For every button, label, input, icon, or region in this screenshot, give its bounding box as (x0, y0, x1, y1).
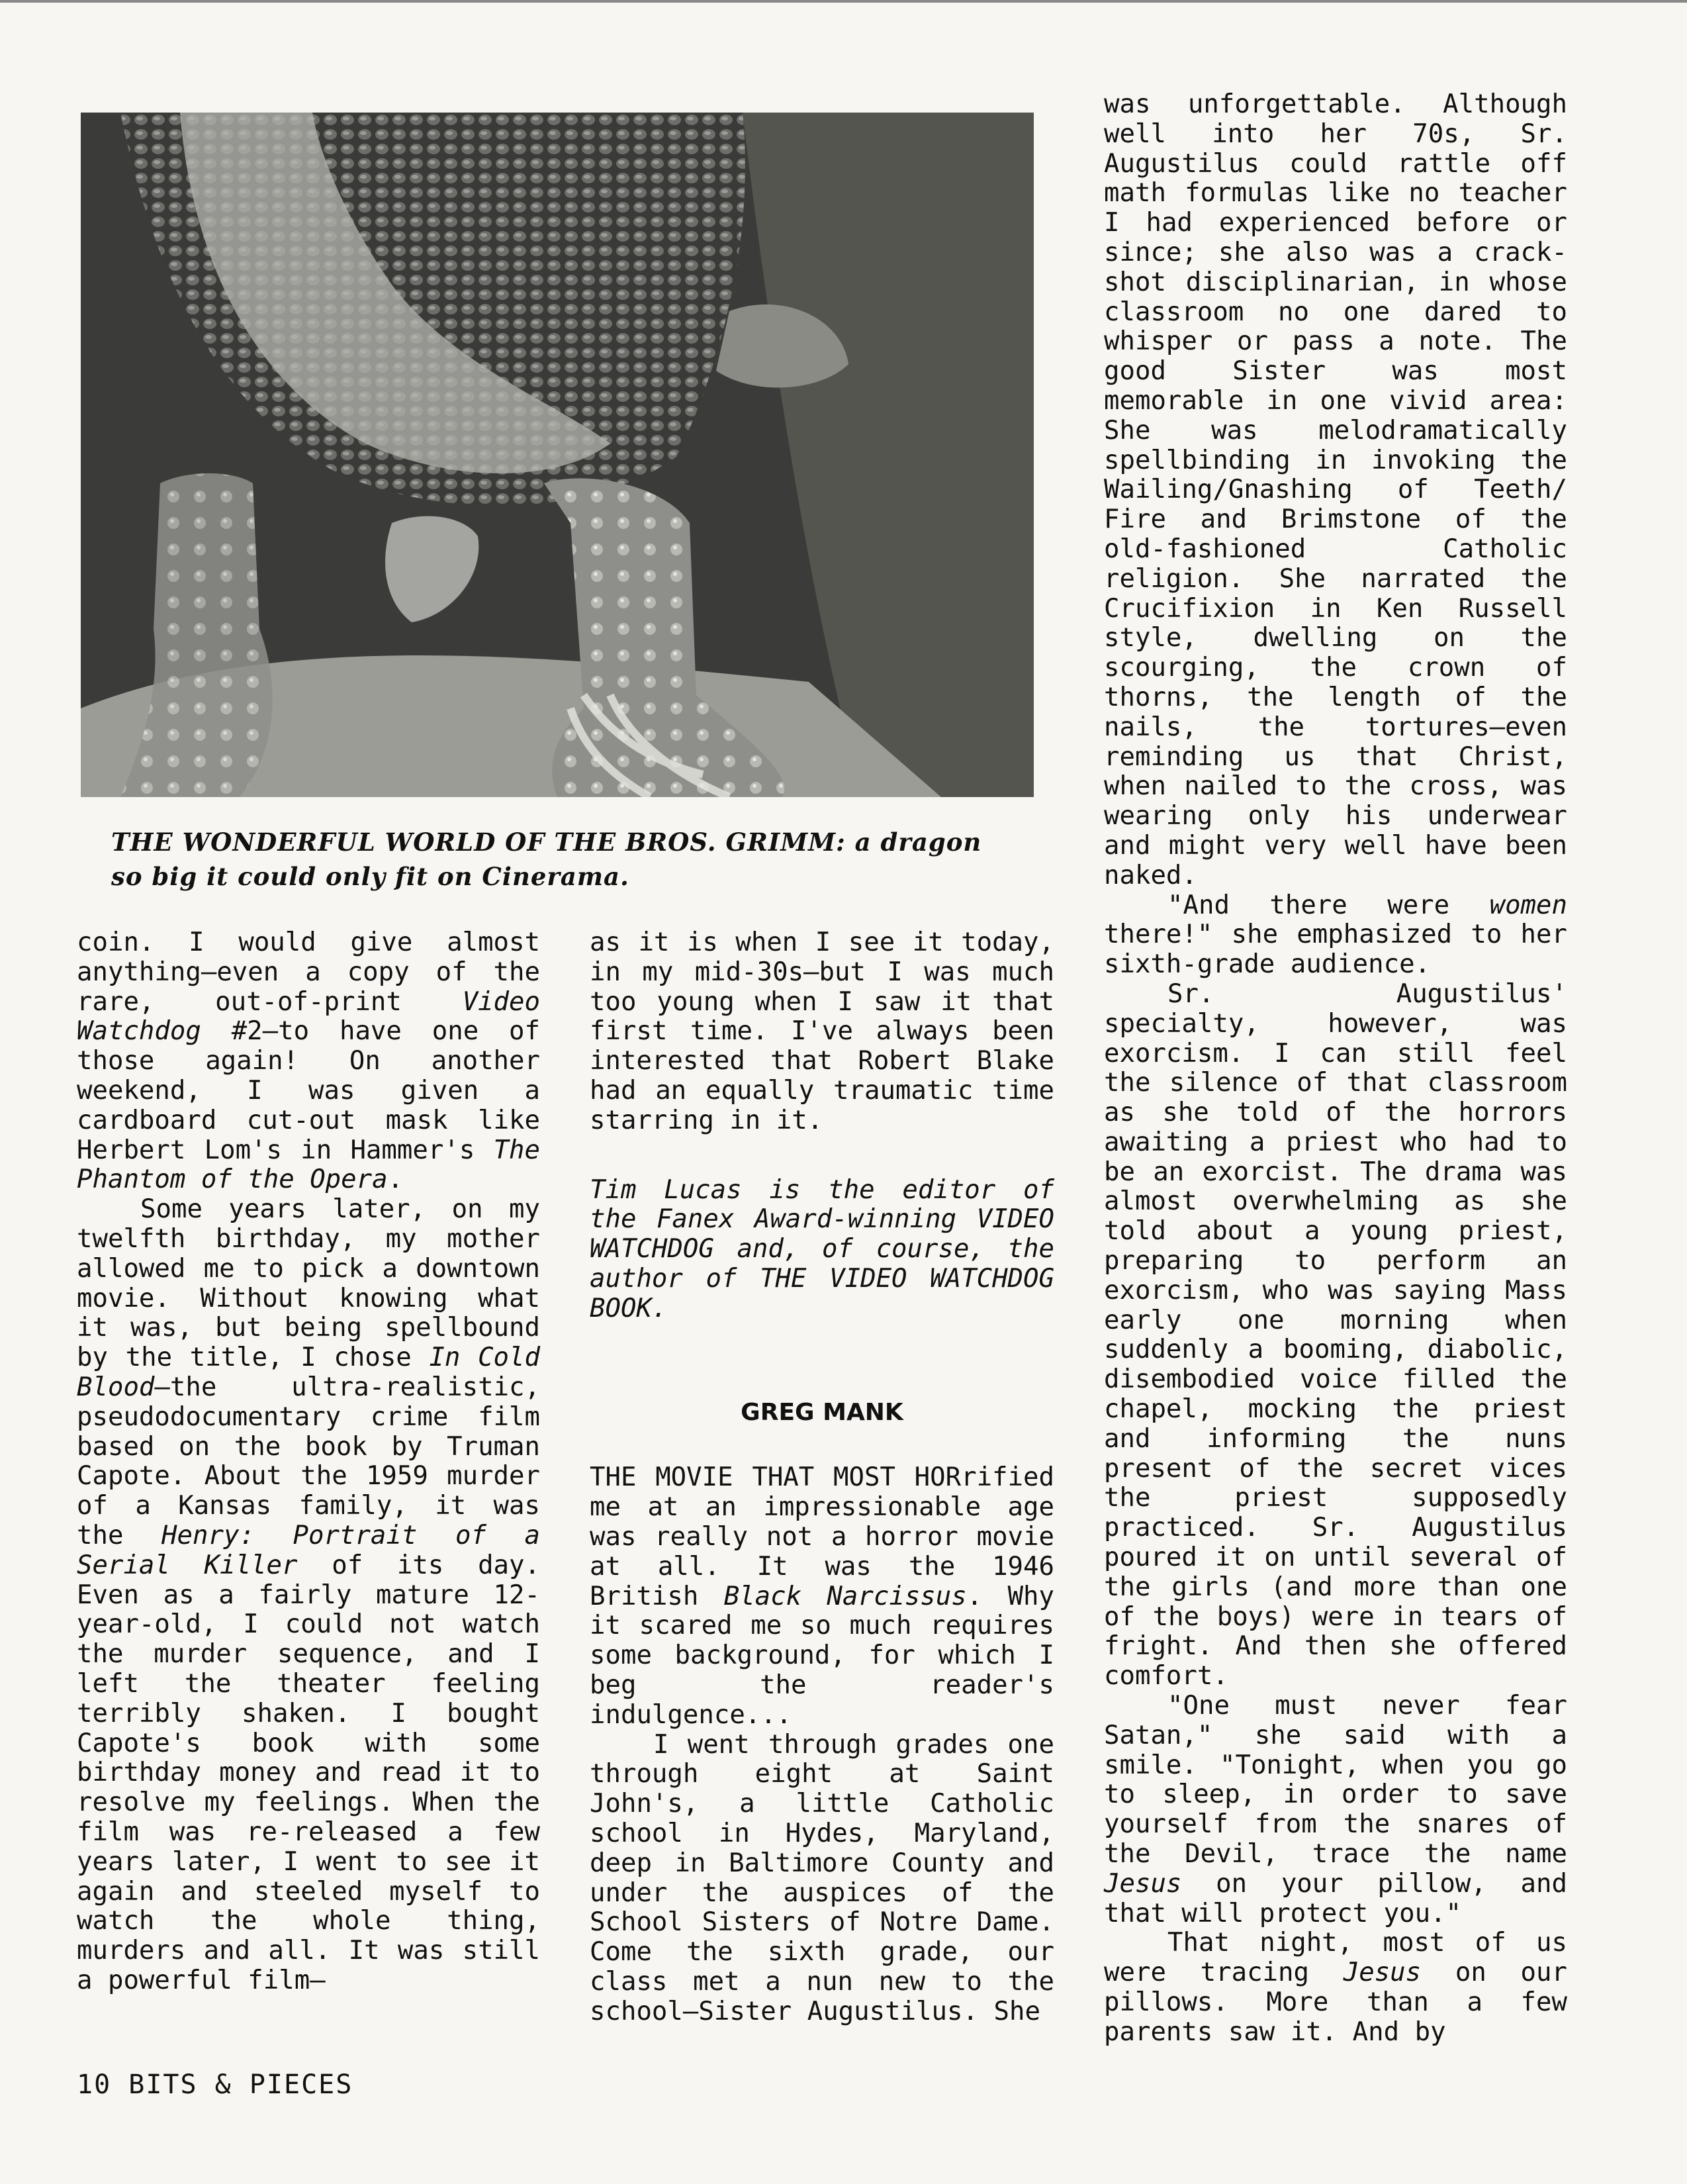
column-3 (1104, 90, 1567, 2048)
paragraph: Sr. Augustilus' specialty, however, was exorcism. I can still feel the silence of that classroom as she told of the horrors awaiting a priest who had to be an exorcist. The drama was almost overwhelming as she told about a young priest, preparing to perform an exorcism, who was saying Mass early one morning when suddenly a booming, diabolic, disembodied voice filled the chapel, mocking the priest and informing the nuns present of the secret vices the priest supposedly practiced. Sr. Augustilus poured it on until several of the girls (and more than one of the boys) were in tears of fright. And then she offered comfort. (1104, 978, 1567, 1691)
author-bio: Tim Lucas is the editor of the Fanex Award-winning VIDEO WATCHDOG and, of course, the author of THE VIDEO WATCHDOG BOOK. (590, 1174, 1054, 1323)
caption-line-1: THE WONDERFUL WORLD OF THE BROS. GRIMM: a dragon (111, 828, 982, 857)
dragon-photo (81, 113, 1034, 797)
dragon-photo-illustration (81, 113, 1034, 797)
author-heading: GREG MANK (741, 1398, 903, 1426)
column-1 (77, 928, 540, 1996)
paragraph: I went through grades one through eight at Saint John's, a little Catholic school in Hydes, Maryland, deep in Baltimore County and under the auspices of the School Sisters of Notre Dame. Come the sixth grade, our class met a nun new to the school—Sister Augustilus. She (590, 1729, 1054, 2026)
caption-line-2: so big it could only fit on Cinerama. (111, 862, 629, 891)
paragraph: Some years later, on my twelfth birthday, my mother allowed me to pick a downtown movie. Without knowing what it was, but being spellbound by the title, I chose In Cold Blood—the ultra-realistic, pseudodocumentary crime film based on the book by Truman Capote. About the 1959 murder of a Kansas family, it was the Henry: Portrait of a Serial Killer of its day. Even as a fairly mature 12-year-old, I could not watch the murder sequence, and I left the theater feeling terribly shaken. I bought Capote's book with some birthday money and read it to resolve my feelings. When the film was re-released a few years later, I went to see it again and steeled myself to watch the whole thing, murders and all. It was still a powerful film— (77, 1194, 540, 1995)
paragraph: THE MOVIE THAT MOST HORrified me at an impressionable age was really not a horror movie at all. It was the 1946 British Black Narcissus. Why it scared me so much requires some background, for which I beg the reader's indulgence... (590, 1462, 1055, 1730)
photo-caption (111, 825, 1051, 894)
top-rule (0, 0, 1687, 3)
paragraph: was unforgettable. Although well into her 70s, Sr. Augustilus could rattle off math formulas like no teacher I had experienced before or since; she also was a crack-shot disciplinarian, in whose classroom no one dared to whisper or pass a note. The good Sister was most memorable in one vivid area: She was melodramatically spellbinding in invoking the Wailing/Gnashing of Teeth/ Fire and Brimstone of the old-fashioned Catholic religion. She narrated the Crucifixion in Ken Russell style, dwelling on the scourging, the crown of thorns, the length of the nails, the tortures—even reminding us that Christ, when nailed to the cross, was wearing only his underwear and might very well have been naked. (1104, 89, 1567, 890)
paragraph: "And there were women there!" she emphasized to her sixth-grade audience. (1104, 890, 1567, 980)
page-folio: 10 BITS & PIECES (77, 2069, 353, 2100)
paragraph: "One must never fear Satan," she said with a smile. "Tonight, when you go to sleep, in order to save yourself from the snares of the Devil, trace the name Jesus on your pillow, and that will protect you." (1104, 1691, 1567, 1928)
paragraph: That night, most of us were tracing Jesus on our pillows. More than a few parents saw it. And by (1104, 1928, 1567, 2047)
paragraph: coin. I would give almost anything—even a copy of the rare, out-of-print Video Watchdog #2—to have one of those again! On another weekend, I was given a cardboard cut-out mask like Herbert Lom's in Hammer's The Phantom of the Opera. (77, 927, 540, 1195)
column-2 (590, 928, 1054, 2027)
paragraph: as it is when I see it today, in my mid-30s—but I was much too young when I saw it that first time. I've always been interested that Robert Blake had an equally traumatic time starring in it. (590, 927, 1054, 1135)
